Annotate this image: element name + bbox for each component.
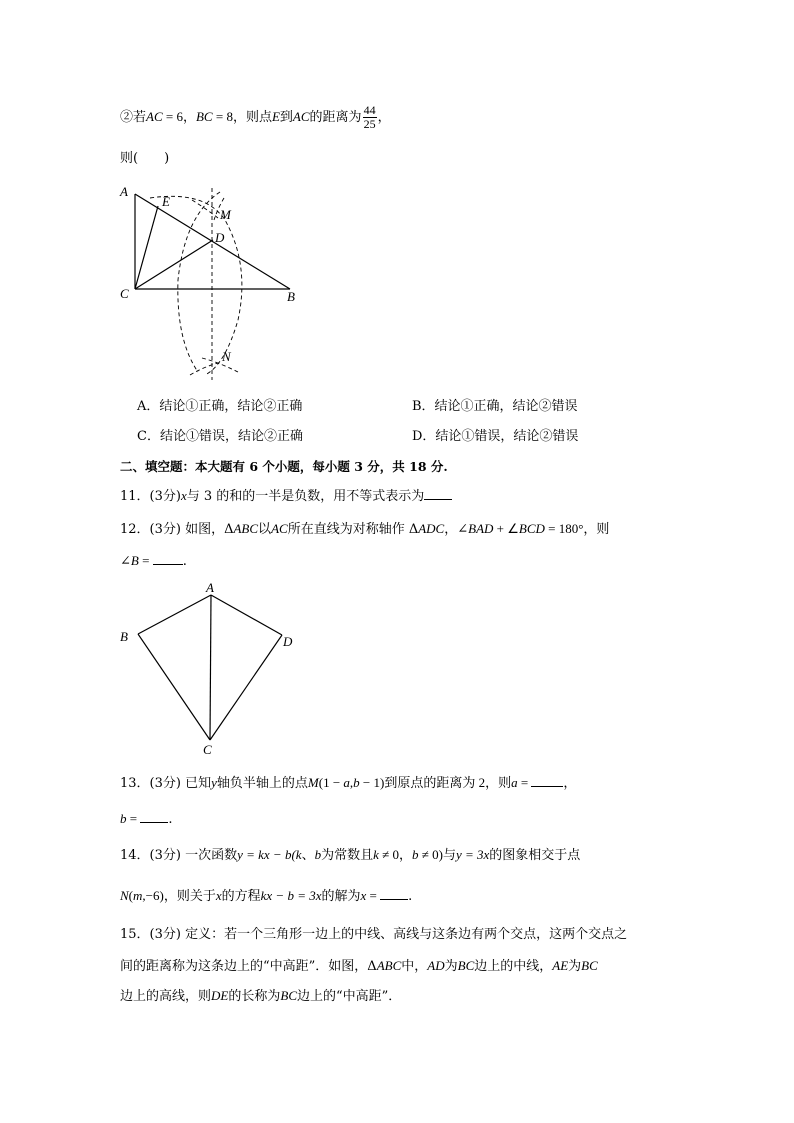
label-b: B bbox=[287, 289, 295, 304]
var: BC bbox=[195, 109, 213, 124]
question-14-line-2 bbox=[120, 887, 412, 906]
var: a bbox=[343, 775, 350, 790]
var: AC bbox=[271, 521, 288, 536]
text: ∠ bbox=[120, 554, 131, 569]
question-15-line-3 bbox=[120, 987, 401, 1006]
var: M bbox=[307, 775, 319, 790]
text: ( bbox=[128, 888, 134, 903]
question-12-line-2 bbox=[120, 552, 187, 571]
var: BC bbox=[280, 988, 297, 1003]
label-b: B bbox=[120, 629, 128, 644]
figure-2 bbox=[110, 578, 310, 763]
segment-ac bbox=[210, 595, 211, 740]
text: 12．(3分) 如图，Δ bbox=[120, 522, 234, 537]
text: ， bbox=[563, 776, 577, 791]
question-14-line-1 bbox=[120, 846, 580, 865]
text: 中， bbox=[401, 959, 428, 974]
text: + ∠ bbox=[493, 521, 519, 536]
var: AD bbox=[427, 958, 445, 973]
label-d: D bbox=[215, 230, 225, 245]
text: . bbox=[408, 889, 413, 904]
option-d[interactable]: D．结论①错误，结论②错误 bbox=[412, 429, 579, 444]
option-b[interactable]: B．结论①正确，结论②错误 bbox=[412, 399, 578, 414]
text: 到 bbox=[279, 110, 293, 125]
text: 、 bbox=[301, 848, 315, 863]
question-15-line-1: 15．(3分) 定义：若一个三角形一边上的中线、高线与这条边有两个交点，这两个交点之 bbox=[120, 927, 628, 942]
answer-blank[interactable] bbox=[380, 887, 408, 900]
var: BC bbox=[581, 958, 598, 973]
label-a: A bbox=[206, 580, 214, 595]
var: y bbox=[211, 775, 217, 790]
text: 13．(3分) 已知 bbox=[120, 776, 212, 791]
text: 为 bbox=[444, 959, 458, 974]
text: 为 bbox=[568, 959, 582, 974]
text: = bbox=[126, 811, 141, 826]
arc-mark-bottom-left bbox=[190, 362, 222, 375]
var: AC bbox=[146, 109, 163, 124]
arc-left bbox=[178, 192, 220, 372]
text: = bbox=[517, 775, 532, 790]
arc-mark-top-left bbox=[192, 200, 218, 218]
equation: y = 3x bbox=[455, 847, 490, 862]
text: − 1)到原点的距离为 2，则 bbox=[359, 775, 512, 790]
text: ，∠ bbox=[444, 522, 469, 537]
text: 边上的高线，则 bbox=[120, 989, 212, 1004]
text: 边上的“中高距”． bbox=[297, 989, 402, 1004]
text: ,−6)，则关于 bbox=[142, 888, 216, 903]
label-c: C bbox=[120, 286, 129, 301]
var: ADC bbox=[418, 521, 445, 536]
var: ABC bbox=[376, 958, 402, 973]
var: N bbox=[120, 888, 129, 903]
question-11 bbox=[120, 487, 452, 506]
answer-blank-a[interactable] bbox=[531, 774, 563, 787]
text: 为常数且 bbox=[321, 848, 374, 863]
answer-blank[interactable] bbox=[153, 552, 183, 565]
equation: kx − b = 3x bbox=[260, 888, 322, 903]
text: = 6， bbox=[162, 109, 196, 124]
var: BC bbox=[457, 958, 475, 973]
segment-bc bbox=[138, 634, 210, 740]
var: b bbox=[353, 775, 360, 790]
question-13-line-2 bbox=[120, 810, 172, 829]
var: a bbox=[511, 775, 518, 790]
label-c: C bbox=[203, 742, 212, 757]
text: ， bbox=[377, 110, 391, 125]
section-heading: 二、填空题：本大题有 6 个小题，每小题 3 分，共 18 分. bbox=[120, 459, 448, 474]
var: m bbox=[133, 888, 143, 903]
text: 11．(3分) bbox=[120, 489, 181, 504]
text: . bbox=[182, 554, 187, 569]
figure-1 bbox=[110, 180, 330, 385]
segment-dc bbox=[210, 635, 282, 740]
text: 的方程 bbox=[221, 889, 261, 904]
fraction bbox=[363, 104, 377, 131]
text: = 180°，则 bbox=[544, 521, 610, 536]
var: AE bbox=[552, 958, 569, 973]
text: = bbox=[366, 888, 381, 903]
label-n: N bbox=[222, 349, 231, 364]
question-15-line-2 bbox=[120, 957, 598, 976]
var: BAD bbox=[468, 521, 494, 536]
q10-condition-2 bbox=[120, 104, 391, 131]
text: = 8，则点 bbox=[212, 109, 272, 124]
label-m: M bbox=[220, 207, 231, 222]
text: ≠ 0)与 bbox=[418, 847, 456, 862]
var: E bbox=[271, 109, 280, 124]
text: 的解为 bbox=[321, 889, 361, 904]
answer-blank-b[interactable] bbox=[140, 810, 168, 823]
var: ABC bbox=[233, 521, 259, 536]
var: x bbox=[360, 888, 367, 903]
answer-blank[interactable] bbox=[424, 487, 452, 500]
var: x bbox=[180, 488, 187, 503]
var: b bbox=[120, 811, 127, 826]
var: x bbox=[215, 888, 222, 903]
label-d: D bbox=[283, 634, 293, 649]
option-a[interactable]: A．结论①正确，结论②正确 bbox=[137, 399, 303, 414]
q10-then: 则( ) bbox=[120, 151, 170, 166]
text: 以 bbox=[258, 522, 272, 537]
text: ②若 bbox=[120, 110, 147, 125]
fraction-denominator: 25 bbox=[363, 117, 376, 131]
segment-ab bbox=[138, 595, 211, 634]
text: = bbox=[138, 553, 153, 568]
var: DE bbox=[211, 988, 229, 1003]
text: 所在直线为对称轴作 Δ bbox=[287, 522, 419, 537]
var: B bbox=[130, 553, 139, 568]
var: AC bbox=[292, 109, 310, 124]
label-a: A bbox=[120, 184, 128, 199]
option-c[interactable]: C．结论①错误，结论②正确 bbox=[137, 429, 303, 444]
question-13-line-1 bbox=[120, 774, 576, 793]
text: 的长称为 bbox=[228, 989, 281, 1004]
text: (1 − bbox=[318, 775, 344, 790]
label-e: E bbox=[162, 194, 170, 209]
text: . bbox=[168, 812, 173, 827]
text: 轴负半轴上的点 bbox=[216, 776, 308, 791]
text: 边上的中线， bbox=[474, 959, 553, 974]
text: 与 3 的和的一半是负数，用不等式表示为 bbox=[186, 489, 425, 504]
text: 的距离为 bbox=[309, 110, 362, 125]
arc-mark-bottom-right bbox=[202, 358, 238, 372]
var: BCD bbox=[518, 521, 545, 536]
text: ≠ 0， bbox=[378, 847, 413, 862]
equation: y = kx − b(k bbox=[237, 847, 302, 862]
var: b bbox=[314, 847, 322, 862]
var: b bbox=[412, 847, 419, 862]
text: , bbox=[349, 775, 354, 790]
question-12-line-1 bbox=[120, 520, 609, 539]
var: k bbox=[373, 847, 379, 862]
text: 间的距离称为这条边上的“中高距”．如图，Δ bbox=[120, 959, 377, 974]
fraction-numerator: 44 bbox=[363, 103, 376, 117]
text: 的图象相交于点 bbox=[489, 848, 581, 863]
segment-ad bbox=[211, 595, 282, 635]
text: 14．(3分) 一次函数 bbox=[120, 848, 238, 863]
